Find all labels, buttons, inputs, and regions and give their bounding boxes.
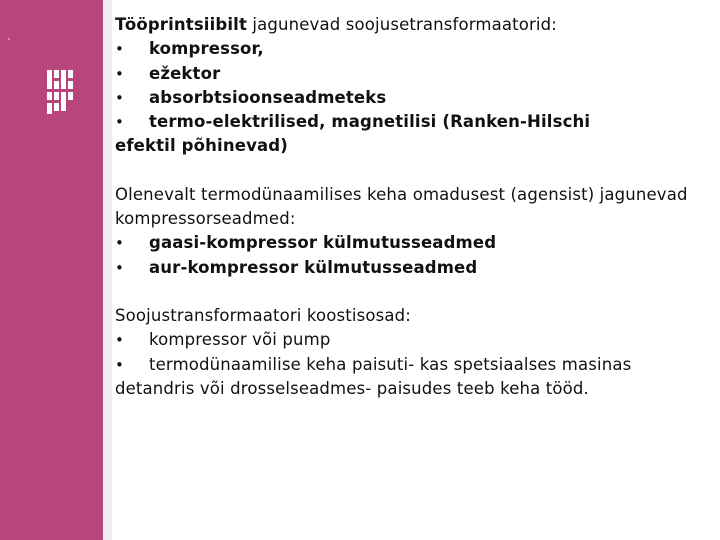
slide-content [115, 13, 705, 425]
grid-logo-icon [47, 70, 73, 110]
list-item [115, 110, 705, 134]
list-item-text: termo-elektrilised, magnetilisi (Ranken-Hilschi [149, 112, 591, 132]
left-panel-divider [103, 0, 112, 540]
grid-logo-cell [54, 92, 59, 100]
bullet-icon: • [115, 113, 124, 132]
grid-logo-cell [47, 92, 52, 100]
bullet-icon: • [115, 234, 124, 253]
list-item [115, 328, 705, 352]
list-item-continuation: efektil põhinevad) [115, 136, 288, 156]
list-item [115, 37, 705, 61]
grid-logo-cell [61, 92, 66, 111]
section-title-rest: jagunevad soojusetransformaatorid: [247, 15, 557, 34]
section-koostisosad [115, 304, 705, 401]
list-item-text: termodünaamilise keha paisuti- kas spetsiaalses masinas detandris või drosselseadmes- paisudes teeb keha tööd. [115, 354, 632, 398]
section-title [115, 13, 705, 37]
list-item [115, 231, 705, 255]
bullet-icon: • [115, 331, 124, 350]
list-item [115, 86, 705, 110]
section-title: Soojustransformaatori koostisosad: [115, 305, 411, 325]
grid-logo-cell [54, 103, 59, 111]
small-dot-marker [8, 38, 10, 40]
grid-logo-cell [61, 70, 66, 89]
list-item [115, 62, 705, 86]
grid-logo-cell [68, 81, 73, 89]
list-item [115, 353, 705, 402]
section-agensist [115, 183, 705, 280]
list-item-text: kompressor või pump [149, 330, 331, 350]
list-item-text: absorbtsioonseadmeteks [149, 87, 387, 107]
bullet-icon: • [115, 40, 124, 59]
grid-logo-cell [68, 92, 73, 100]
grid-logo-cell [54, 70, 59, 78]
bullet-icon: • [115, 355, 124, 374]
grid-logo-cell [47, 103, 52, 114]
section-title: Olenevalt termodünaamilises keha omadusest (agensist) jagunevad kompressorseadmed: [115, 184, 688, 229]
bullet-icon: • [115, 88, 124, 107]
section-tooprintsiibilt [115, 13, 705, 159]
grid-logo-cell [47, 70, 52, 89]
grid-logo-cell [68, 70, 73, 78]
list-item-text: kompressor, [149, 39, 264, 59]
list-item-text: gaasi-kompressor külmutusseadmed [149, 233, 497, 253]
bullet-icon: • [115, 64, 124, 83]
bullet-icon: • [115, 258, 124, 277]
list-item-text: ežektor [149, 63, 221, 83]
list-item [115, 256, 705, 280]
list-item-text: aur-kompressor külmutusseadmed [149, 257, 478, 277]
grid-logo-cell [54, 81, 59, 89]
section-title-strong: Tööprintsiibilt [115, 15, 248, 34]
